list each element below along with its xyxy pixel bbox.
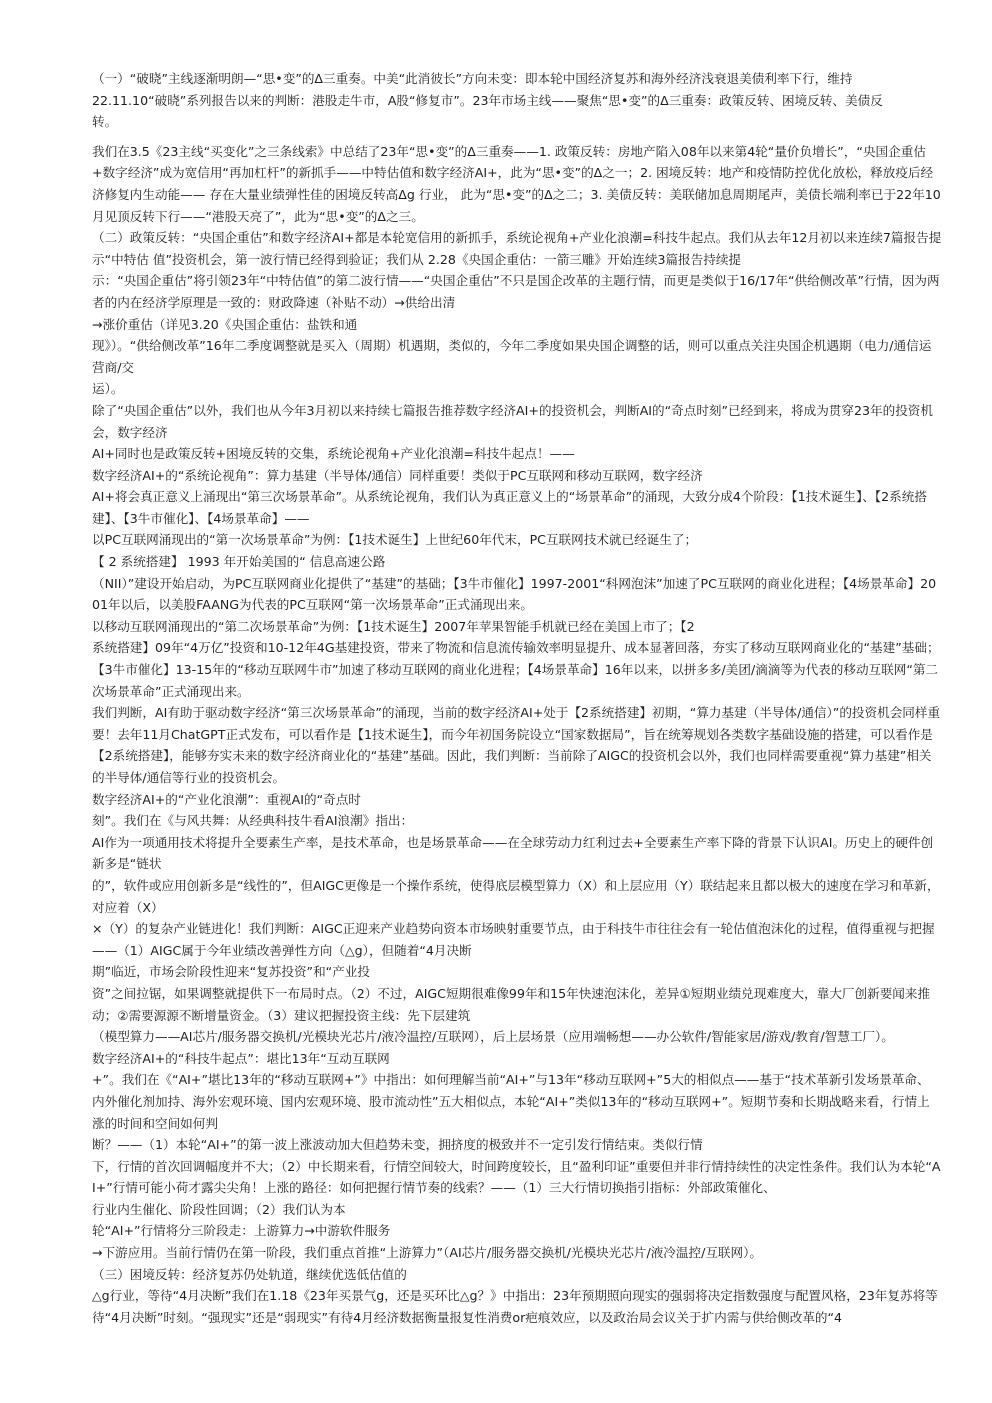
text-line: 数字经济AI+的“科技牛起点”：堪比13年“互动互联网 [92, 1050, 390, 1066]
text-line: （一）“破晓”主线逐渐明朗—“思•变”的Δ三重奏。中美“此消彼长”方向未变：即本轮中国经济复苏和海外经济浅衰退美债利率下行，维持 [92, 71, 853, 86]
text-line: （二）政策反转：“央国企重估”和数字经济AI+都是本轮宽信用的新抓手，系统论视角+产业化浪潮=科技牛起点。我们从去年12月初以来连续7篇报告提示“中特估 值”投资机会，第一波行情已经得到验证；我们从 2.28《央国企重估：一箭三雕》开始连续3篇报告持续提 [92, 230, 942, 267]
text-line: （三）困境反转：经济复苏仍处轨道，继续优选低估值的 [92, 1266, 407, 1282]
text-line: 轮“AI+”行情将分三阶段走：上游算力→中游软件服务 [92, 1223, 391, 1239]
text-line: +”。我们在《“AI+”堪比13年的“移动互联网+”》中指出：如何理解当前“AI+”与13年“移动互联网+”5大的相似点——基于“技术革新引发场景革命、内外催化剂加持、海外宏观环境、国内宏观环境、股市流动性”五大相似点，本轮“AI+”类似13年的“移动互联网+”。短期节奏和长期战略来看，行情上涨的时间和空间如何判 [92, 1072, 930, 1131]
text-line: （模型算力——AI芯片/服务器交换机/光模块光芯片/液冷温控/互联网），后上层场景（应用端畅想——办公软件/智能家居/游戏/教育/智慧工厂）。 [92, 1029, 894, 1045]
text-line: 的”，软件或应用创新多是“线性的”，但AIGC更像是一个操作系统，使得底层模型算力（X）和上层应用（Y）联结起来且都以极大的速度在学习和革新，对应着（X） [92, 877, 940, 915]
text-line: 行业内生催化、阶段性回调；（2）我们认为本 [92, 1201, 346, 1217]
text-line: 运）。 [92, 381, 124, 397]
text-line: 资”之间拉锯，如果调整就提供下一布局时点。（2）不过，AIGC短期很难像99年和15年快速泡沫化，差异①短期业绩兑现难度大，靠大厂创新要闻来推动；②需要源源不断增量资金。（3）建议把握投资主线：先下层建筑 [92, 985, 931, 1023]
text-line: +数字经济”成为宽信用“再加杠杆”的新抓手——中特估值和数字经济AI+，此为“思•变”的Δ之一；2. 困境反转：地产和疫情防控优化放松，释放疫后经济修复内生动能—— 存在大量业绩弹性佳的困境反转高Δg 行业， 此为“思•变”的Δ之二；3. 美债反转：美联储加息周期尾声，美债长端利率已于22年10月见顶反转下行——“港股天亮了”，此为“思•变”的Δ之三。 [92, 165, 941, 224]
text-line: 数字经济AI+的“产业化浪潮”：重视AI的“奇点时 [92, 791, 361, 807]
text-line: 以移动互联网涌现出的“第二次场景革命”为例：【1技术诞生】2007年苹果智能手机就已经在美国上市了；【2 [92, 618, 695, 634]
text-line: 期”临近，市场会阶段性迎来“复苏投资”和“产业投 [92, 964, 370, 980]
text-line: →涨价重估（详见3.20《央国企重估：盐铁和通 [92, 316, 358, 332]
text-line: 我们在3.5《23主线“买变化”之三条线索》中总结了23年“思•变”的Δ三重奏——1. 政策反转：房地产陷入08年以来第4轮“量价负增长”，“央国企重估 [92, 143, 926, 159]
text-line: 22.11.10“破晓”系列报告以来的判断：港股走牛市，A股“修复市”。23年市场主线——聚焦“思•变”的Δ三重奏：政策反转、困境反转、美债反 [92, 92, 883, 108]
text-line: →下游应用。当前行情仍在第一阶段，我们重点首推“上游算力”（AI芯片/服务器交换机/光模块光芯片/液冷温控/互联网）。 [92, 1245, 762, 1261]
text-line: 【 2 系统搭建】 1993 年开始美国的“ 信息高速公路 [92, 554, 386, 570]
text-line: 数字经济AI+的“系统论视角”：算力基建（半导体/通信）同样重要！类似于PC互联网和移动互联网，数字经济 [92, 467, 703, 483]
paragraph-gap [92, 133, 942, 141]
text-line: 转。 [92, 114, 118, 130]
text-line: △g行业，等待“4月决断”我们在1.18《23年买景气g，还是买环比△g？》中指出：23年预期照向现实的强弱将决定指数强度与配置风格，23年复苏将等待“4月决断”时刻。“强现实”还是“弱现实”有待4月经济数据衡量报复性消费or疤痕效应，以及政治局会议关于扩内需与供给侧改革的“4 [92, 1288, 938, 1325]
text-line: （NII）”建设开始启动，为PC互联网商业化提供了“基建”的基础；【3牛市催化】1997-2001“科网泡沫”加速了PC互联网的商业化进程；【4场景革命】2001年以后，以美股FAANG为代表的PC互联网“第一次场景革命”正式涌现出来。 [92, 575, 937, 613]
text-line: ×（Y）的复杂产业链进化！我们判断：AIGC正迎来产业趋势向资本市场映射重要节点，由于科技牛市往往会有一轮估值泡沫化的过程，值得重视与把握——（1）AIGC属于今年业绩改善弹性方向（△g），但随着“4月决断 [92, 921, 935, 958]
text-line: 断？——（1）本轮“AI+”的第一波上涨波动加大但趋势未变，拥挤度的极致并不一定引发行情结束。类似行情 [92, 1137, 703, 1153]
text-line: 示：“央国企重估”将引领23年“中特估值”的第二波行情——“央国企重估”不只是国企改革的主题行情，而更是类似于16/17年“供给侧改革”行情，因为两者的内在经济学原理是一致的：财政降速（补贴不动）→供给出清 [92, 273, 940, 310]
text-line: AI+将会真正意义上涌现出“第三次场景革命”。从系统论视角，我们认为真正意义上的“场景革命”的涌现，大致分成4个阶段：【1技术诞生】、【2系统搭建】、【3牛市催化】、【4场景革命】—— [92, 489, 927, 526]
text-line: 现》）。“供给侧改革”16年二季度调整就是买入（周期）机遇期，类似的，今年二季度如果央国企调整的话，则可以重点关注央国企机遇期（电力/通信运营商/交 [92, 338, 932, 375]
text-line: 系统搭建】09年“4万亿”投资和10-12年4G基建投资，带来了物流和信息流传输效率明显提升、成本显著回落，夯实了移动互联网商业化的“基建”基础；【3牛市催化】13-15年的“移动互联网牛市”加速了移动互联网的商业化进程；【4场景革命】16年以来，以拼多多/美团/滴滴等为代表的移动互联网“第二次场景革命”正式涌现出来。 [92, 640, 940, 699]
text-line: 下，行情的首次回调幅度并不大；（2）中长期来看，行情空间较大，时间跨度较长，且“盈利印证”重要但并非行情持续性的决定性条件。我们认为本轮“AI+”行情可能小荷才露尖尖角！上涨的路径：如何把握行情节奏的线索？——（1）三大行情切换指引指标：外部政策催化、 [92, 1158, 941, 1196]
text-line: 除了“央国企重估”以外，我们也从今年3月初以来持续七篇报告推荐数字经济AI+的投资机会，判断AI的“奇点时刻”已经到来，将成为贯穿23年的投资机会，数字经济 [92, 402, 933, 440]
text-line: 刻”。我们在《与风共舞：从经典科技牛看AI浪潮》指出： [92, 813, 414, 829]
text-line: AI+同时也是政策反转+困境反转的交集，系统论视角+产业化浪潮=科技牛起点！—— [92, 446, 575, 462]
text-line: 我们判断，AI有助于驱动数字经济“第三次场景革命”的涌现，当前的数字经济AI+处于【2系统搭建】初期，“算力基建（半导体/通信）”的投资机会同样重要！去年11月ChatGPT正式发布，可以看作是【1技术诞生】，而今年初国务院设立“国家数据局”，旨在统筹规划各类数字基础设施的搭建，可以看作是【2系统搭建】，能够夯实未来的数字经济商业化的“基建”基础。因此，我们判断：当前除了AIGC的投资机会以外，我们也同样需要重视“算力基建”相关的半导体/通信等行业的投资机会。 [92, 705, 941, 785]
text-line: AI作为一项通用技术将提升全要素生产率，是技术革命，也是场景革命——在全球劳动力红利过去+全要素生产率下降的背景下认识AI。历史上的硬件创新多是“链状 [92, 834, 934, 872]
text-line: 以PC互联网涌现出的“第一次场景革命”为例：【1技术诞生】上世纪60年代末，PC互联网技术就已经诞生了； [92, 532, 698, 548]
